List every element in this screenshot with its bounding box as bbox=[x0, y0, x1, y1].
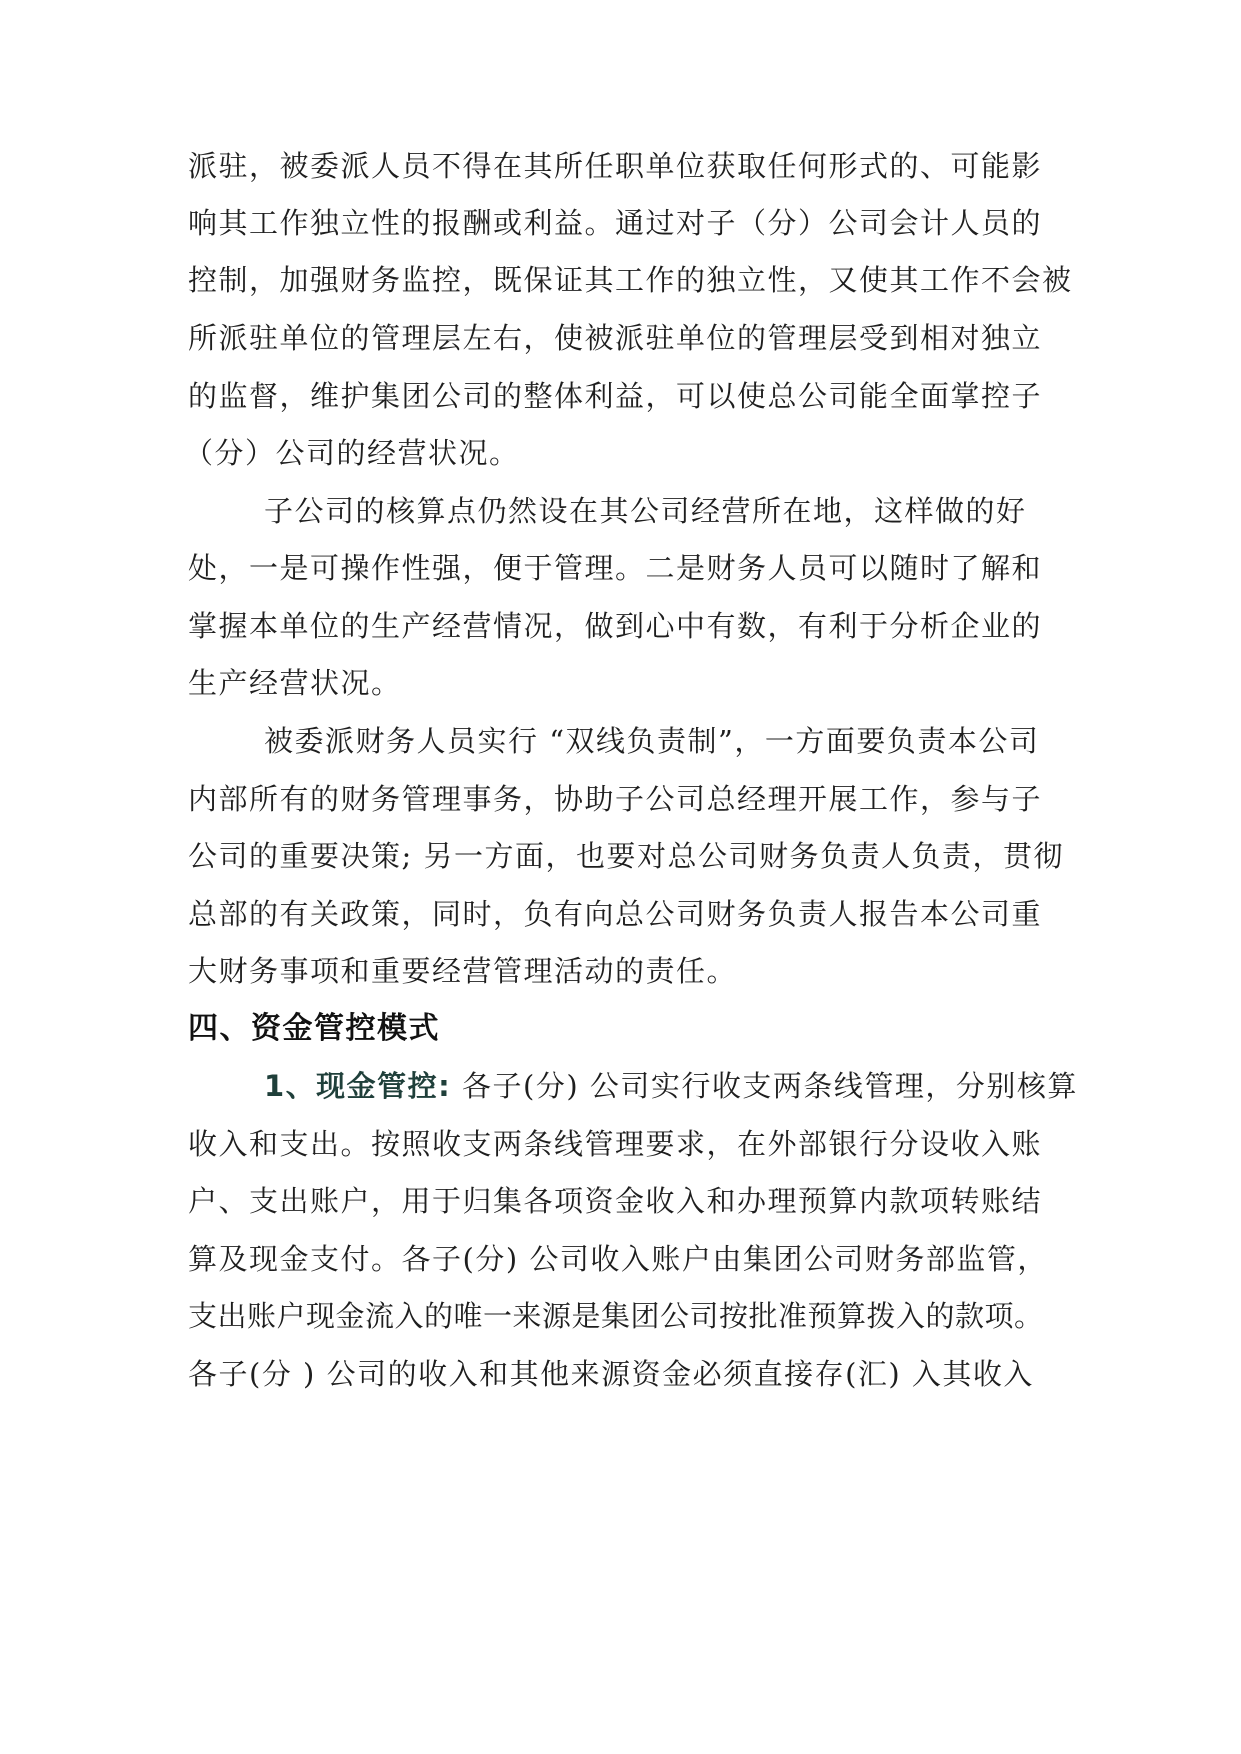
text-line: 收入和支出。按照收支两条线管理要求，在外部银行分设收入账 bbox=[188, 1127, 1043, 1161]
subsection-line bbox=[264, 1064, 1078, 1108]
text-line: 大财务事项和重要经营管理活动的责任。 bbox=[188, 954, 738, 988]
text-line: 的监督，维护集团公司的整体利益，可以使总公司能全面掌控子 bbox=[188, 379, 1043, 413]
paragraph-first-line: 被委派财务人员实行 “双线负责制”，一方面要负责本公司 bbox=[264, 724, 1040, 758]
subsection-text: 各子(分) 公司实行收支两条线管理，分别核算 bbox=[451, 1069, 1078, 1103]
text-line: 各子(分 ) 公司的收入和其他来源资金必须直接存(汇) 入其收入 bbox=[188, 1357, 1034, 1391]
subsection-label: 1、现金管控: bbox=[264, 1069, 452, 1103]
text-line: 处，一是可操作性强，便于管理。二是财务人员可以随时了解和 bbox=[188, 551, 1043, 585]
text-line: 内部所有的财务管理事务，协助子公司总经理开展工作，参与子 bbox=[188, 782, 1043, 816]
text-line: 算及现金支付。各子(分) 公司收入账户由集团公司财务部监管， bbox=[188, 1242, 1048, 1276]
section-heading: 四、资金管控模式 bbox=[188, 1011, 440, 1046]
text-line: （分）公司的经营状况。 bbox=[184, 436, 520, 470]
text-line: 控制，加强财务监控，既保证其工作的独立性，又使其工作不会被 bbox=[188, 263, 1073, 297]
text-line: 所派驻单位的管理层左右，使被派驻单位的管理层受到相对独立 bbox=[188, 321, 1043, 355]
text-line: 生产经营状况。 bbox=[188, 666, 402, 700]
text-line: 支出账户现金流入的唯一来源是集团公司按批准预算拨入的款项。 bbox=[188, 1299, 1044, 1333]
text-line: 响其工作独立性的报酬或利益。通过对子（分）公司会计人员的 bbox=[188, 206, 1043, 240]
text-line: 户、支出账户，用于归集各项资金收入和办理预算内款项转账结 bbox=[188, 1184, 1043, 1218]
text-line: 派驻，被委派人员不得在其所任职单位获取任何形式的、可能影 bbox=[188, 149, 1043, 183]
text-line: 总部的有关政策，同时，负有向总公司财务负责人报告本公司重 bbox=[188, 897, 1043, 931]
text-line: 公司的重要决策; 另一方面，也要对总公司财务负责人负责，贯彻 bbox=[188, 839, 1064, 873]
paragraph-first-line: 子公司的核算点仍然设在其公司经营所在地，这样做的好 bbox=[264, 494, 1027, 528]
text-line: 掌握本单位的生产经营情况，做到心中有数，有利于分析企业的 bbox=[188, 609, 1043, 643]
